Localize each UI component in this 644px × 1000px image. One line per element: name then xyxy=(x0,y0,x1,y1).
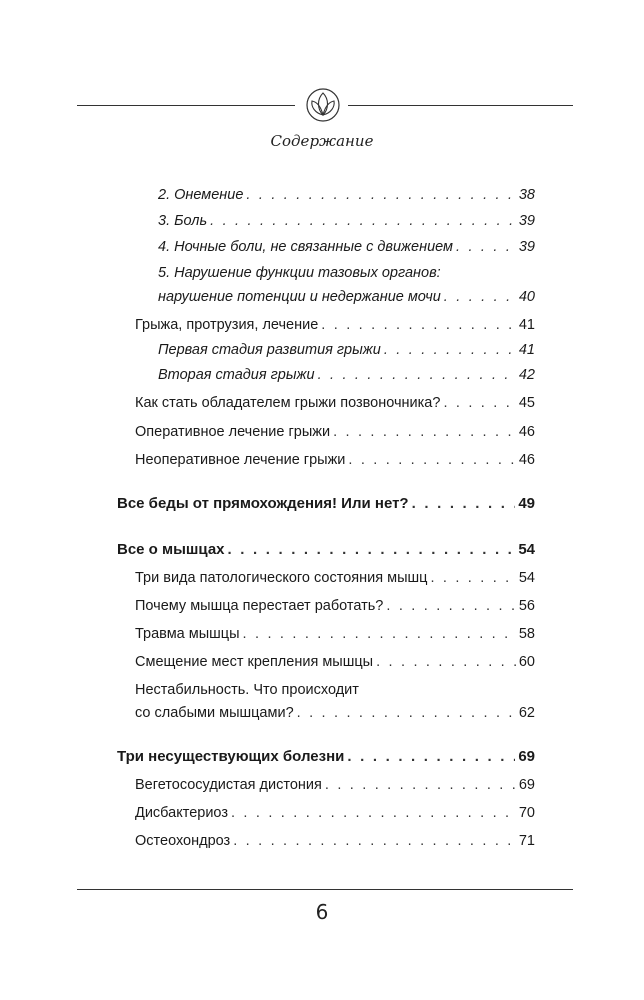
toc-entry[interactable]: Неоперативное лечение грыжи . . . 46 xyxy=(135,451,535,469)
toc-entry-line1: 5. Нарушение функции тазовых органов: xyxy=(158,265,441,281)
toc-entry[interactable]: 4. Ночные боли, не связанные с движением . . . 39 xyxy=(158,238,535,256)
toc-chapter[interactable]: Все беды от прямохождения! Или нет? . . . 49 xyxy=(117,495,535,513)
toc-entry[interactable]: Вегетососудистая дистония . . . 69 xyxy=(135,776,535,794)
toc-entry[interactable]: Оперативное лечение грыжи . . . 46 xyxy=(135,423,535,441)
toc-chapter[interactable]: Все о мышцах . . . 54 xyxy=(117,541,535,559)
toc-chapter[interactable]: Три несуществующих болезни . . . 69 xyxy=(117,748,535,766)
toc-entry-line1: Нестабильность. Что происходит xyxy=(135,682,359,698)
toc-entry[interactable]: 2. Онемение . . . 38 xyxy=(158,186,535,204)
header-rule-left xyxy=(77,105,295,106)
toc-entry[interactable]: Остеохондроз . . . 71 xyxy=(135,832,535,850)
toc-entry[interactable]: Вторая стадия грыжи . . . 42 xyxy=(158,366,535,384)
toc-entry[interactable]: Первая стадия развития грыжи . . . 41 xyxy=(158,341,535,359)
toc-entry[interactable]: Травма мышцы . . . 58 xyxy=(135,625,535,643)
toc-entry[interactable]: нарушение потенции и недержание мочи . . . 40 xyxy=(158,288,535,306)
toc-entry[interactable]: Смещение мест крепления мышцы . . . 60 xyxy=(135,653,535,671)
lotus-ornament-icon xyxy=(303,85,343,125)
toc-entry[interactable]: Как стать обладателем грыжи позвоночника? . . . 45 xyxy=(135,394,535,412)
toc-entry[interactable]: Почему мышца перестает работать? . . . 56 xyxy=(135,597,535,615)
toc-entry[interactable]: Дисбактериоз . . . 70 xyxy=(135,804,535,822)
toc-entry[interactable]: 3. Боль . . . 39 xyxy=(158,212,535,230)
toc-entry[interactable]: Грыжа, протрузия, лечение . . . 41 xyxy=(135,316,535,334)
page-header-title: Содержание xyxy=(270,132,374,150)
toc-entry[interactable]: со слабыми мышцами? . . . 62 xyxy=(135,704,535,722)
toc-entry[interactable]: Три вида патологического состояния мышц . . . 54 xyxy=(135,569,535,587)
footer-rule xyxy=(77,889,573,890)
header-rule-right xyxy=(348,105,573,106)
page-number: 6 xyxy=(315,900,329,924)
